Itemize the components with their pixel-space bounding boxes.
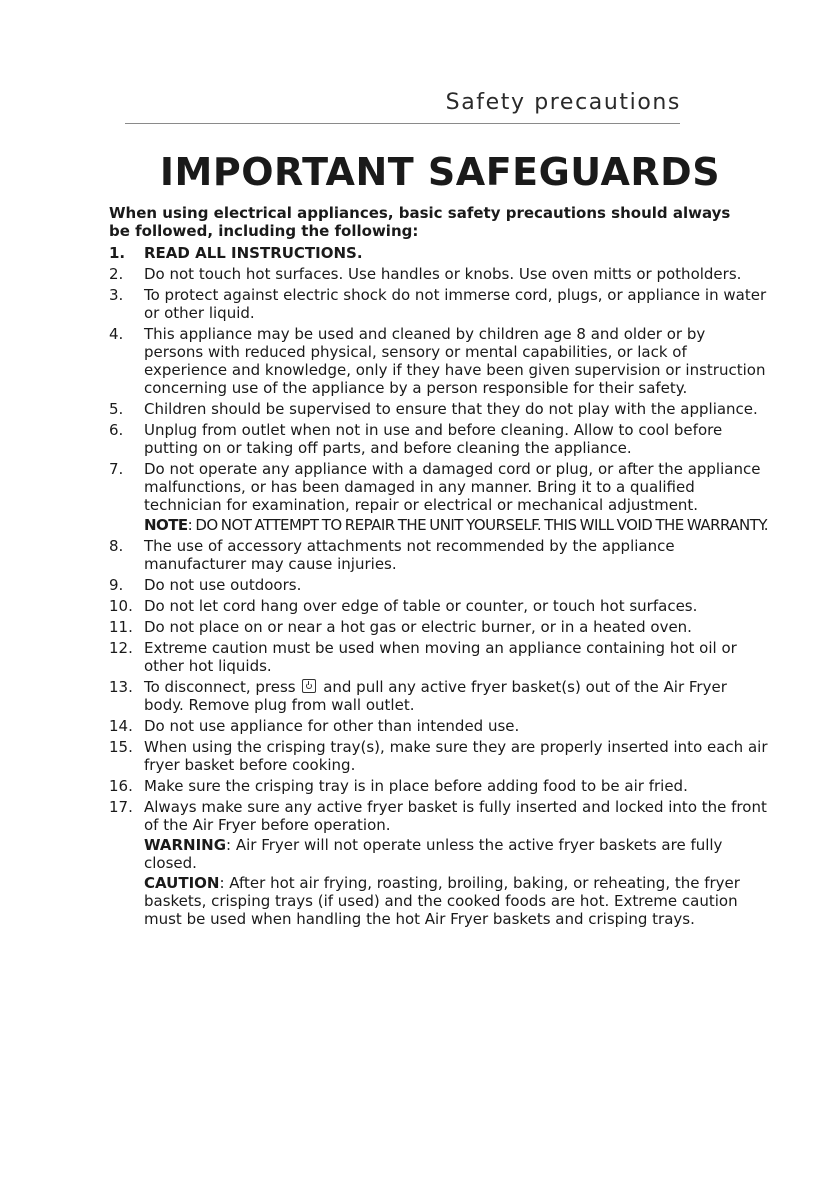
section-header: Safety precautions: [445, 90, 681, 115]
item-text: Extreme caution must be used when moving an appliance containing hot oil or other hot liquids.: [144, 639, 737, 675]
warning-block: [144, 836, 769, 872]
list-item: [109, 576, 769, 594]
item-number: 4.: [109, 325, 124, 343]
list-item: [109, 537, 769, 573]
list-item: [109, 421, 769, 457]
item-number: 14.: [109, 717, 133, 735]
item-number: 7.: [109, 460, 124, 478]
caution-label: CAUTION: [144, 874, 220, 892]
item-number: 6.: [109, 421, 124, 439]
note-block: [144, 516, 769, 534]
warning-label: WARNING: [144, 836, 227, 854]
item-number: 16.: [109, 777, 133, 795]
list-item: [109, 678, 769, 714]
list-item: [109, 798, 769, 928]
list-item: [109, 265, 769, 283]
list-item: [109, 244, 769, 262]
item-text: Do not place on or near a hot gas or electric burner, or in a heated oven.: [144, 618, 692, 636]
item-number: 2.: [109, 265, 124, 283]
list-item: [109, 400, 769, 418]
header-divider: [125, 123, 680, 124]
list-item: [109, 286, 769, 322]
list-item: [109, 639, 769, 675]
item-number: 9.: [109, 576, 124, 594]
warning-text: : Air Fryer will not operate unless the active fryer baskets are fully closed.: [144, 836, 723, 872]
item-number: 13.: [109, 678, 133, 696]
caution-block: [144, 874, 769, 928]
note-text: : DO NOT ATTEMPT TO REPAIR THE UNIT YOURSELF. THIS WILL VOID THE WARRANTY.: [187, 516, 769, 534]
item-text: Do not operate any appliance with a damaged cord or plug, or after the appliance malfunctions, or has been damaged in any manner. Bring it to a qualified technician for examination, repair or electrical or mechanical adjustment.: [144, 460, 761, 514]
note-label: NOTE: [144, 516, 188, 534]
item-text: Do not use appliance for other than intended use.: [144, 717, 520, 735]
item-text: The use of accessory attachments not recommended by the appliance manufacturer may cause injuries.: [144, 537, 675, 573]
item-text: Always make sure any active fryer basket is fully inserted and locked into the front of the Air Fryer before operation.: [144, 798, 767, 834]
item-text-before: To disconnect, press: [144, 678, 296, 696]
list-item: [109, 738, 769, 774]
list-item: [109, 597, 769, 615]
item-number: 5.: [109, 400, 124, 418]
item-number: 17.: [109, 798, 133, 816]
intro-text: When using electrical appliances, basic safety precautions should always be followed, including the following:: [109, 204, 731, 240]
item-number: 3.: [109, 286, 124, 304]
list-item: [109, 618, 769, 636]
caution-text: : After hot air frying, roasting, broiling, baking, or reheating, the fryer baskets, crisping trays (if used) and the cooked foods are hot. Extreme caution must be used when handling the hot Air Fryer baskets and crisping trays.: [144, 874, 740, 928]
list-item: [109, 325, 769, 397]
item-number: 15.: [109, 738, 133, 756]
safeguards-list: [109, 244, 769, 931]
power-button-icon: [302, 679, 316, 693]
item-text: [144, 678, 769, 714]
item-text-after: and pull any active fryer basket(s) out of the Air Fryer body. Remove plug from wall outlet.: [144, 678, 727, 714]
item-text: Children should be supervised to ensure that they do not play with the appliance.: [144, 400, 758, 418]
page-title: IMPORTANT SAFEGUARDS: [159, 150, 721, 194]
item-text: Do not touch hot surfaces. Use handles or knobs. Use oven mitts or potholders.: [144, 265, 742, 283]
item-text: Make sure the crisping tray is in place before adding food to be air fried.: [144, 777, 688, 795]
item-text: When using the crisping tray(s), make sure they are properly inserted into each air fryer basket before cooking.: [144, 738, 768, 774]
item-text: Do not let cord hang over edge of table or counter, or touch hot surfaces.: [144, 597, 698, 615]
item-text: To protect against electric shock do not immerse cord, plugs, or appliance in water or other liquid.: [144, 286, 767, 322]
item-number: 8.: [109, 537, 124, 555]
list-item: [109, 777, 769, 795]
item-number: 11.: [109, 618, 133, 636]
list-item: [109, 460, 769, 534]
item-text: Do not use outdoors.: [144, 576, 302, 594]
item-number: 12.: [109, 639, 133, 657]
item-text: This appliance may be used and cleaned by children age 8 and older or by persons with reduced physical, sensory or mental capabilities, or lack of experience and knowledge, only if they have been given supervision or instruction concerning use of the appliance by a person responsible for their safety.: [144, 325, 766, 397]
item-text: READ ALL INSTRUCTIONS.: [144, 244, 363, 262]
item-number: 1.: [109, 244, 126, 262]
item-text: Unplug from outlet when not in use and before cleaning. Allow to cool before putting on or taking off parts, and before cleaning the appliance.: [144, 421, 723, 457]
item-number: 10.: [109, 597, 133, 615]
list-item: [109, 717, 769, 735]
